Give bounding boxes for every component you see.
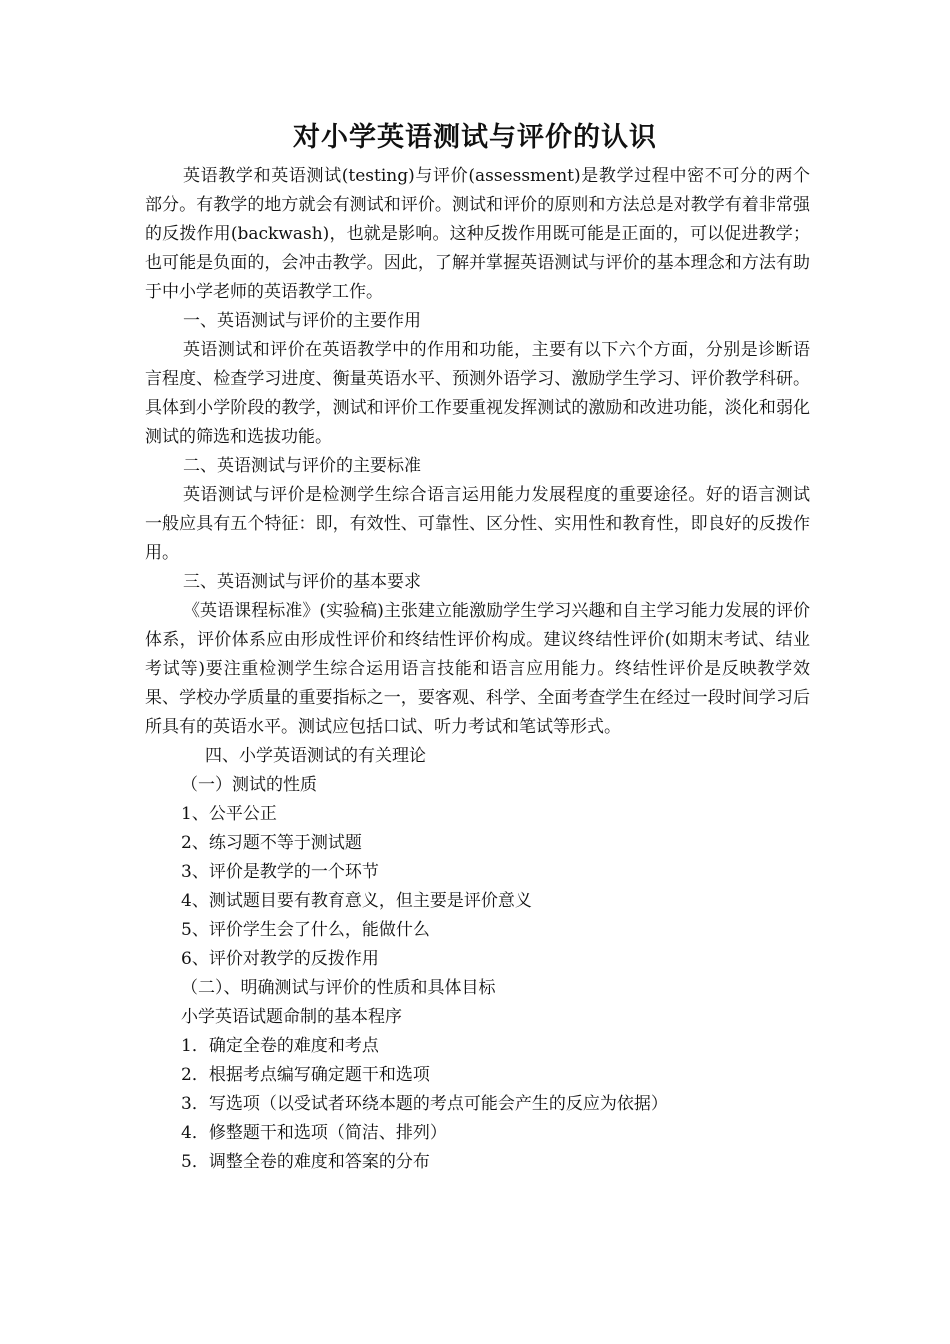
section2-heading: 二、英语测试与评价的主要标准 (183, 456, 421, 476)
procedure-step: 5．调整全卷的难度和答案的分布 (181, 1152, 430, 1172)
section1-heading: 一、英语测试与评价的主要作用 (183, 311, 421, 331)
procedure-step: 3．写选项（以受试者环绕本题的考点可能会产生的反应为依据） (181, 1094, 668, 1114)
list-item: 1、公平公正 (181, 804, 277, 824)
document-title: 对小学英语测试与评价的认识 (293, 122, 657, 153)
list-item: 6、评价对教学的反拨作用 (181, 949, 379, 969)
document-body (145, 162, 810, 1177)
section1-paragraph: 英语测试和评价在英语教学中的作用和功能，主要有以下六个方面，分别是诊断语言程度、检查学习进度、衡量英语水平、预测外语学习、激励学生学习、评价教学科研。具体到小学阶段的教学，测试和评价工作要重视发挥测试的激励和改进功能，淡化和弱化测试的筛选和选拔功能。 (145, 340, 810, 447)
procedure-step: 2．根据考点编写确定题干和选项 (181, 1065, 430, 1085)
list-item: 5、评价学生会了什么，能做什么 (181, 920, 430, 940)
list-item: 4、测试题目要有教育意义，但主要是评价意义 (181, 891, 532, 911)
procedure-heading: 小学英语试题命制的基本程序 (181, 1007, 402, 1027)
section3-paragraph: 《英语课程标准》(实验稿)主张建立能激励学生学习兴趣和自主学习能力发展的评价体系，评价体系应由形成性评价和终结性评价构成。建议终结性评价(如期末考试、结业考试等)要注重检测学生综合运用语言技能和语言应用能力。终结性评价是反映教学效果、学校办学质量的重要指标之一，要客观、科学、全面考查学生在经过一段时间学习后所具有的英语水平。测试应包括口试、听力考试和笔试等形式。 (145, 601, 810, 737)
section3-heading: 三、英语测试与评价的基本要求 (183, 572, 421, 592)
section2-paragraph: 英语测试与评价是检测学生综合语言运用能力发展程度的重要途径。好的语言测试一般应具有五个特征：即，有效性、可靠性、区分性、实用性和教育性，即良好的反拨作用。 (145, 485, 810, 563)
procedure-step: 4．修整题干和选项（简洁、排列） (181, 1123, 447, 1143)
section4-heading: 四、小学英语测试的有关理论 (205, 746, 426, 766)
list-item: 3、评价是教学的一个环节 (181, 862, 379, 882)
subsection1-heading: （一）测试的性质 (181, 775, 317, 795)
subsection2-heading: （二）、明确测试与评价的性质和具体目标 (181, 978, 496, 998)
intro-paragraph: 英语教学和英语测试(testing)与评价(assessment)是教学过程中密不可分的两个部分。有教学的地方就会有测试和评价。测试和评价的原则和方法总是对教学有着非常强的反拨作用(backwash)，也就是影响。这种反拨作用既可能是正面的，可以促进教学；也可能是负面的，会冲击教学。因此，了解并掌握英语测试与评价的基本理念和方法有助于中小学老师的英语教学工作。 (145, 166, 810, 302)
list-item: 2、练习题不等于测试题 (181, 833, 362, 853)
procedure-step: 1．确定全卷的难度和考点 (181, 1036, 379, 1056)
